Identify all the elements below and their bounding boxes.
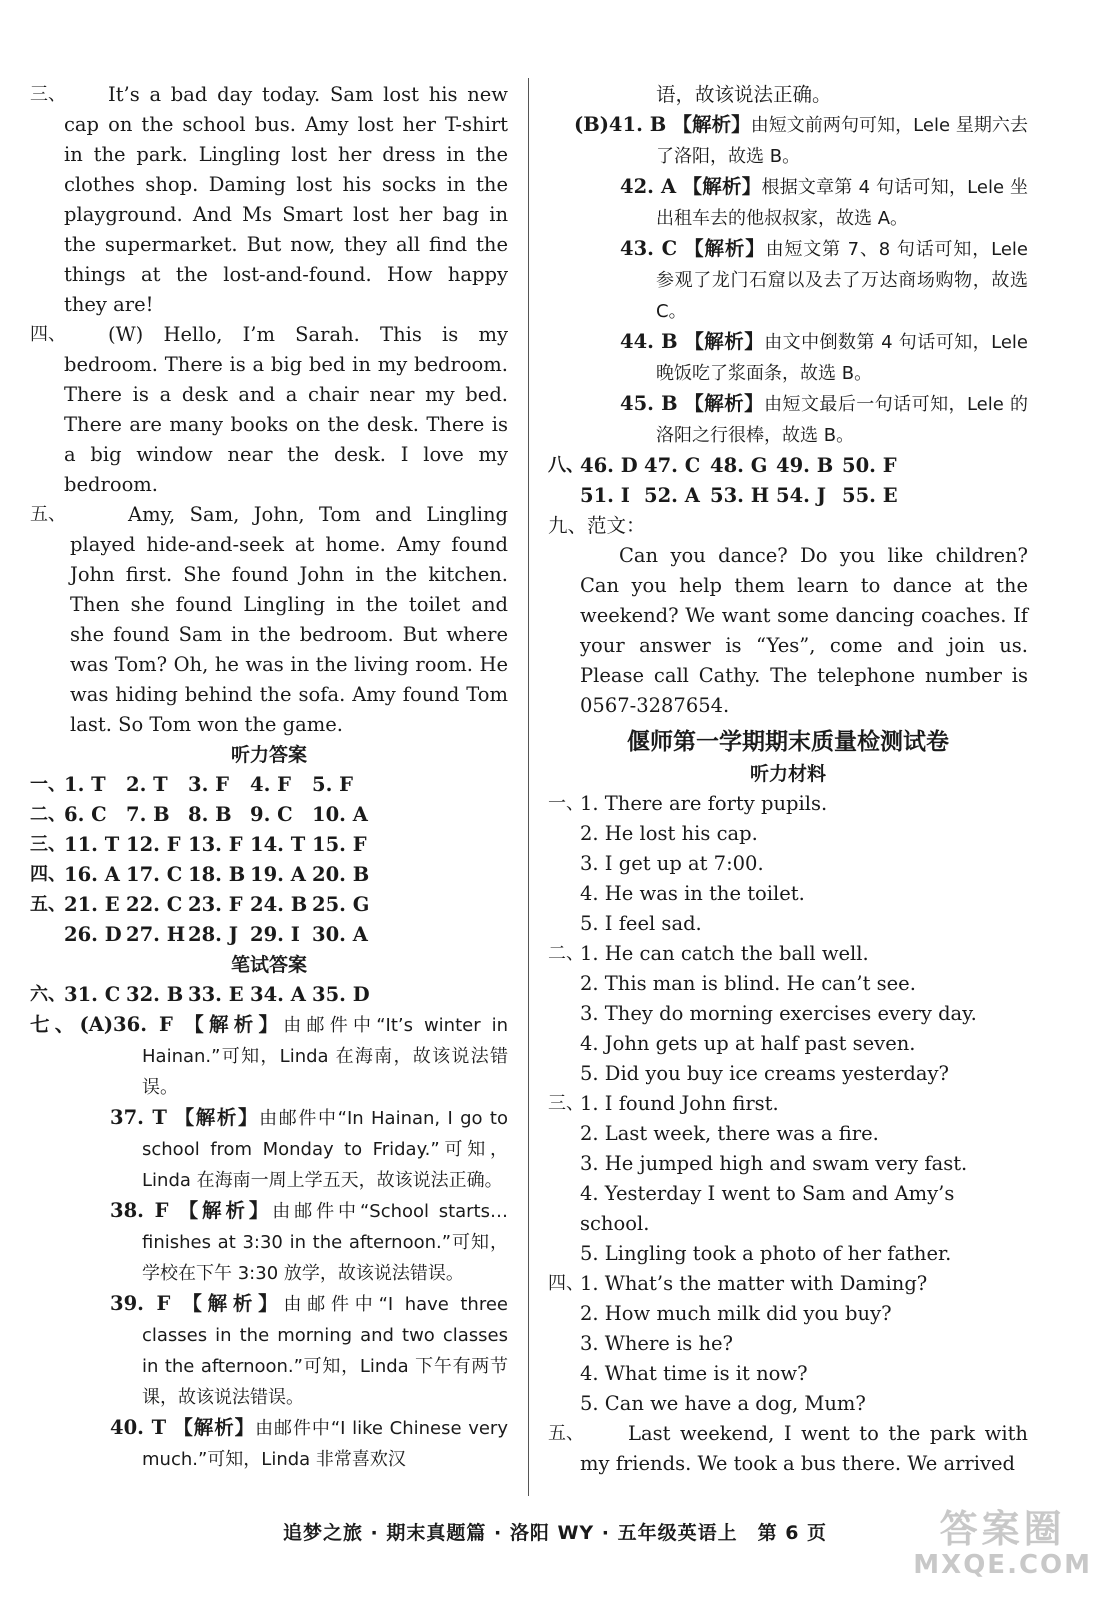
answer-item: 27. H [126,923,186,946]
answer-item: 52. A [644,484,700,507]
listening-line-text: 3. He jumped high and swam very fast. [580,1152,968,1175]
listening-material-heading: 听力材料 [749,763,826,785]
listening-line-text: 4. He was in the toilet. [580,882,805,905]
answer-item: 55. E [842,484,898,507]
exam-title: 偃师第一学期期末质量检测试卷 [627,729,949,755]
listening-line-text: 5. Did you buy ice creams yesterday? [580,1062,949,1085]
section-8-answers [548,451,1028,511]
answer-43: 43. C 【解析】由短文第 7、8 句话可知，Lele 参观了龙门石窟以及去了万达商场购物，故选 C。 [620,237,1028,322]
answer-41: (B)41. B 【解析】由短文前两句可知，Lele 星期六去了洛阳，故选 B。 [574,113,1028,167]
answer-row [30,980,508,1010]
answer-item: 18. B [188,863,246,886]
listening-line-label: 二、 [548,943,584,964]
answer-item: 17. C [126,863,183,886]
model-essay-label: 九、范文： [548,514,646,537]
answer-item: 23. F [188,893,243,916]
answer-item: 7. B [126,803,170,826]
answer-item: 50. F [842,454,897,477]
answer-item: 19. A [250,863,306,886]
answer-row-label: 六、 [30,984,66,1005]
answer-45: 45. B 【解析】由短文最后一句话可知，Lele 的洛阳之行很棒，故选 B。 [620,392,1028,446]
answer-item: 2. T [126,773,168,796]
answer-item: 8. B [188,803,232,826]
listening-line-text: 4. Yesterday I went to Sam and Amy’s school. [580,1182,955,1235]
answer-item: 6. C [64,803,107,826]
listening-line-text: 5. Can we have a dog, Mum? [580,1392,866,1415]
listening-line [548,999,1028,1029]
answer-item: 5. F [312,773,353,796]
listening-line [548,1299,1028,1329]
answer-item: 16. A [64,863,120,886]
written-answers-heading: 笔试答案 [230,954,307,976]
listening-line-label: 一、 [548,793,584,814]
listening-line [548,1389,1028,1419]
answer-item: 53. H [710,484,770,507]
answer-item: 29. I [250,923,300,946]
answer-item: 46. D [580,454,638,477]
listening-line [548,1089,1028,1119]
watermark-logo: 答案圈 MXQE.COM [913,1507,1092,1580]
answer-item: 1. T [64,773,106,796]
answer-item: 9. C [250,803,293,826]
answer-row-label [30,920,64,950]
section-4-passage: 四、 (W) Hello, I’m Sarah. This is my bedroom. There is a big bed in my bedroom. There is a desk and a chair near my bed. There are many books on the desk. There is a big window near the desk. I love my bedroom. [30,323,508,496]
answer-36: 七、(A)36. F 【解析】由邮件中“It’s winter in Hainan.”可知，Linda 在海南，故该说法错误。 [30,1013,508,1098]
answer-item: 4. F [250,773,291,796]
answer-row-label: 三、 [30,834,66,855]
listening-line [548,1239,1028,1269]
section-3-passage: 三、 It’s a bad day today. Sam lost his new cap on the school bus. Amy lost her T-shirt in the park. Lingling lost her dress in the clothes shop. Daming lost his socks in the playground. And Ms Smart lost her bag in the supermarket. But now, they all find the things at the lost-and-found. How happy they are! [30,83,508,316]
answer-item: 20. B [312,863,370,886]
listening-line-text: 1. I found John first. [580,1092,779,1115]
answer-row [30,770,508,800]
answer-item: 48. G [710,454,768,477]
listening-line [548,1029,1028,1059]
listening-line-label: 四、 [548,1273,584,1294]
listening-answers [30,770,508,950]
answer-row [30,800,508,830]
listening-line-text: 4. What time is it now? [580,1362,808,1385]
answer-item: 35. D [312,983,370,1006]
listening-line-text: 5. I feel sad. [580,912,702,935]
listening-line-text: 5. Lingling took a photo of her father. [580,1242,952,1265]
answer-row-label [548,481,580,511]
answer-row [30,920,508,950]
answer-row [548,451,1028,481]
listening-line [548,1119,1028,1149]
listening-line-text: 1. What’s the matter with Daming? [580,1272,928,1295]
listening-line-text: 3. I get up at 7:00. [580,852,764,875]
answer-item: 21. E [64,893,120,916]
answer-row-label: 一、 [30,774,66,795]
answer-row [30,830,508,860]
listening-line [548,1359,1028,1389]
answer-item: 3. F [188,773,229,796]
answer-item: 32. B [126,983,184,1006]
listening-line [548,879,1028,909]
answer-row-label: 四、 [30,864,66,885]
listening-material [548,789,1028,1419]
listening-line [548,789,1028,819]
listening-line [548,1149,1028,1179]
answer-item: 33. E [188,983,244,1006]
listening-section-5: 五、 Last weekend, I went to the park with my friends. We took a bus there. We arrived [548,1422,1028,1475]
answer-row [30,890,508,920]
listening-line-text: 1. There are forty pupils. [580,792,828,815]
answer-item: 47. C [644,454,701,477]
section-5-passage: 五、 Amy, Sam, John, Tom and Lingling played hide-and-seek at home. Amy found John first. She found John in the kitchen. Then she found Lingling in the toilet and she found Sam in the bedroom. But where was Tom? Oh, he was in the living room. He was hiding behind the sofa. Amy found Tom last. So Tom won the game. [30,503,508,736]
answer-item: 15. F [312,833,367,856]
answer-item: 28. J [188,923,238,946]
answer-item: 30. A [312,923,368,946]
answer-item: 54. J [776,484,826,507]
listening-line-text: 2. How much milk did you buy? [580,1302,892,1325]
listening-line [548,1179,1028,1239]
answer-item: 49. B [776,454,834,477]
answer-40: 40. T 【解析】由邮件中“I like Chinese very much.”可知，Linda 非常喜欢汉 [110,1416,508,1470]
listening-line [548,849,1028,879]
listening-line [548,909,1028,939]
left-column [30,80,508,1475]
answer-row-label: 八、 [548,455,584,476]
listening-line-text: 2. This man is blind. He can’t see. [580,972,916,995]
listening-line [548,819,1028,849]
answer-item: 25. G [312,893,370,916]
answer-40-continued: 语，故该说法正确。 [656,83,832,106]
listening-line-text: 2. He lost his cap. [580,822,758,845]
column-divider [528,78,529,1496]
answer-37: 37. T 【解析】由邮件中“In Hainan, I go to school from Monday to Friday.”可知，Linda 在海南一周上学五天，故该说法正确。 [110,1106,508,1191]
written-answers [30,980,508,1010]
answer-item: 11. T [64,833,120,856]
listening-answers-heading: 听力答案 [230,744,307,766]
answer-item: 24. B [250,893,308,916]
page-footer: 追梦之旅 · 期末真题篇 · 洛阳 WY · 五年级英语上 第 6 页 [282,1522,828,1544]
listening-line-label: 三、 [548,1093,584,1114]
listening-line [548,1059,1028,1089]
listening-line-text: 4. John gets up at half past seven. [580,1032,916,1055]
answer-38: 38. F 【解析】由邮件中“School starts…finishes at 3:30 in the afternoon.”可知，学校在下午 3:30 放学，故该说法错误。 [110,1199,508,1284]
answer-item: 51. I [580,484,630,507]
listening-line [548,1329,1028,1359]
right-column [548,80,1028,1479]
answer-42: 42. A 【解析】根据文章第 4 句话可知，Lele 坐出租车去的他叔叔家，故选 A。 [620,175,1028,229]
answer-item: 10. A [312,803,368,826]
answer-item: 22. C [126,893,183,916]
answer-44: 44. B 【解析】由文中倒数第 4 句话可知，Lele 晚饭吃了浆面条，故选 B。 [620,330,1028,384]
answer-row-label: 二、 [30,804,66,825]
listening-line-text: 1. He can catch the ball well. [580,942,869,965]
answer-item: 34. A [250,983,306,1006]
answer-item: 14. T [250,833,306,856]
model-essay: Can you dance? Do you like children? Can you help them learn to dance at the weekend? We want some dancing coaches. If your answer is “Yes”, come and join us. Please call Cathy. The telephone number is 0567-3287654. [580,544,1028,717]
listening-line-text: 3. They do morning exercises every day. [580,1002,977,1025]
listening-line [548,939,1028,969]
listening-line-text: 2. Last week, there was a fire. [580,1122,879,1145]
answer-row [30,860,508,890]
answer-item: 12. F [126,833,181,856]
answer-item: 26. D [64,923,122,946]
listening-line-text: 3. Where is he? [580,1332,734,1355]
answer-row [548,481,1028,511]
listening-line [548,1269,1028,1299]
answer-item: 31. C [64,983,121,1006]
listening-line [548,969,1028,999]
answer-item: 13. F [188,833,243,856]
answer-39: 39. F 【解析】由邮件中“I have three classes in the morning and two classes in the afternoon.”可知，Linda 下午有两节课，故该说法错误。 [110,1292,508,1408]
answer-row-label: 五、 [30,894,66,915]
